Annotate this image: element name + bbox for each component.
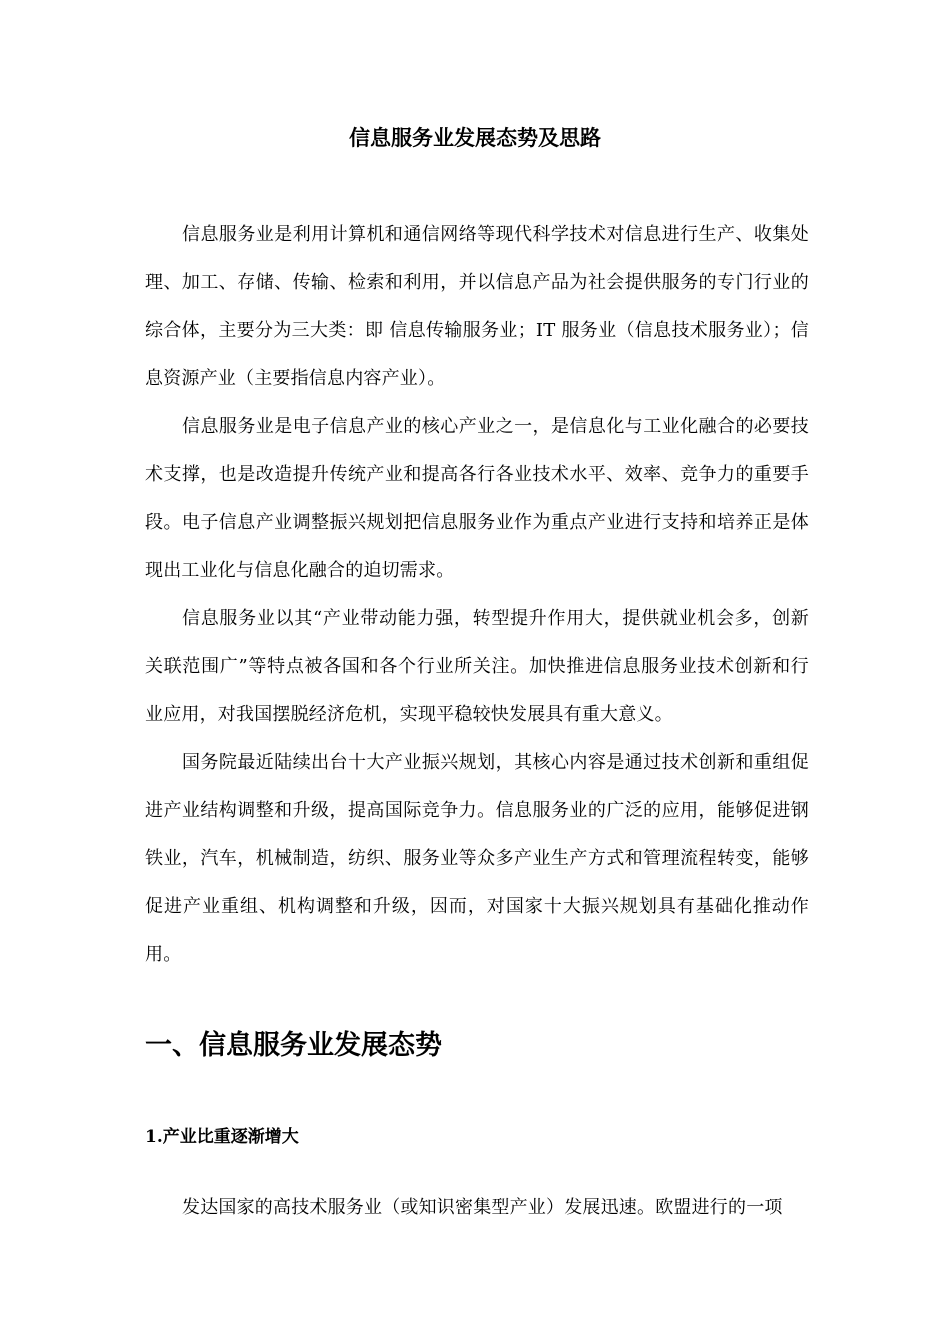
intro-section <box>145 211 809 979</box>
intro-paragraph-4: 国务院最近陆续出台十大产业振兴规划，其核心内容是通过技术创新和重组促进产业结构调整和升级，提高国际竞争力。信息服务业的广泛的应用，能够促进钢铁业，汽车，机械制造，纺织、服务业等众多产业生产方式和管理流程转变，能够促进产业重组、机构调整和升级，因而，对国家十大振兴规划具有基础化推动作用。 <box>145 752 809 965</box>
intro-paragraph-1: 信息服务业是利用计算机和通信网络等现代科学技术对信息进行生产、收集处理、加工、存储、传输、检索和利用，并以信息产品为社会提供服务的专门行业的综合体，主要分为三大类：即 信息传输服务业；IT 服务业（信息技术服务业）；信息资源产业（主要指信息内容产业）。 <box>145 224 809 389</box>
subsection-body <box>145 1184 809 1232</box>
subsection-paragraph-1: 发达国家的高技术服务业（或知识密集型产业）发展迅速。欧盟进行的一项 <box>182 1197 783 1218</box>
document-title: 信息服务业发展态势及思路 <box>349 125 601 150</box>
intro-paragraph-3: 信息服务业以其“产业带动能力强，转型提升作用大，提供就业机会多，创新关联范围广”等特点被各国和各个行业所关注。加快推进信息服务业技术创新和行业应用，对我国摆脱经济危机，实现平稳较快发展具有重大意义。 <box>145 608 809 725</box>
subsection-heading-1-1: 1.产业比重逐渐增大 <box>145 1127 299 1147</box>
section-heading-1: 一、信息服务业发展态势 <box>145 1030 442 1061</box>
intro-paragraph-2: 信息服务业是电子信息产业的核心产业之一，是信息化与工业化融合的必要技术支撑，也是改造提升传统产业和提高各行各业技术水平、效率、竞争力的重要手段。电子信息产业调整振兴规划把信息服务业作为重点产业进行支持和培养正是体现出工业化与信息化融合的迫切需求。 <box>145 416 809 581</box>
